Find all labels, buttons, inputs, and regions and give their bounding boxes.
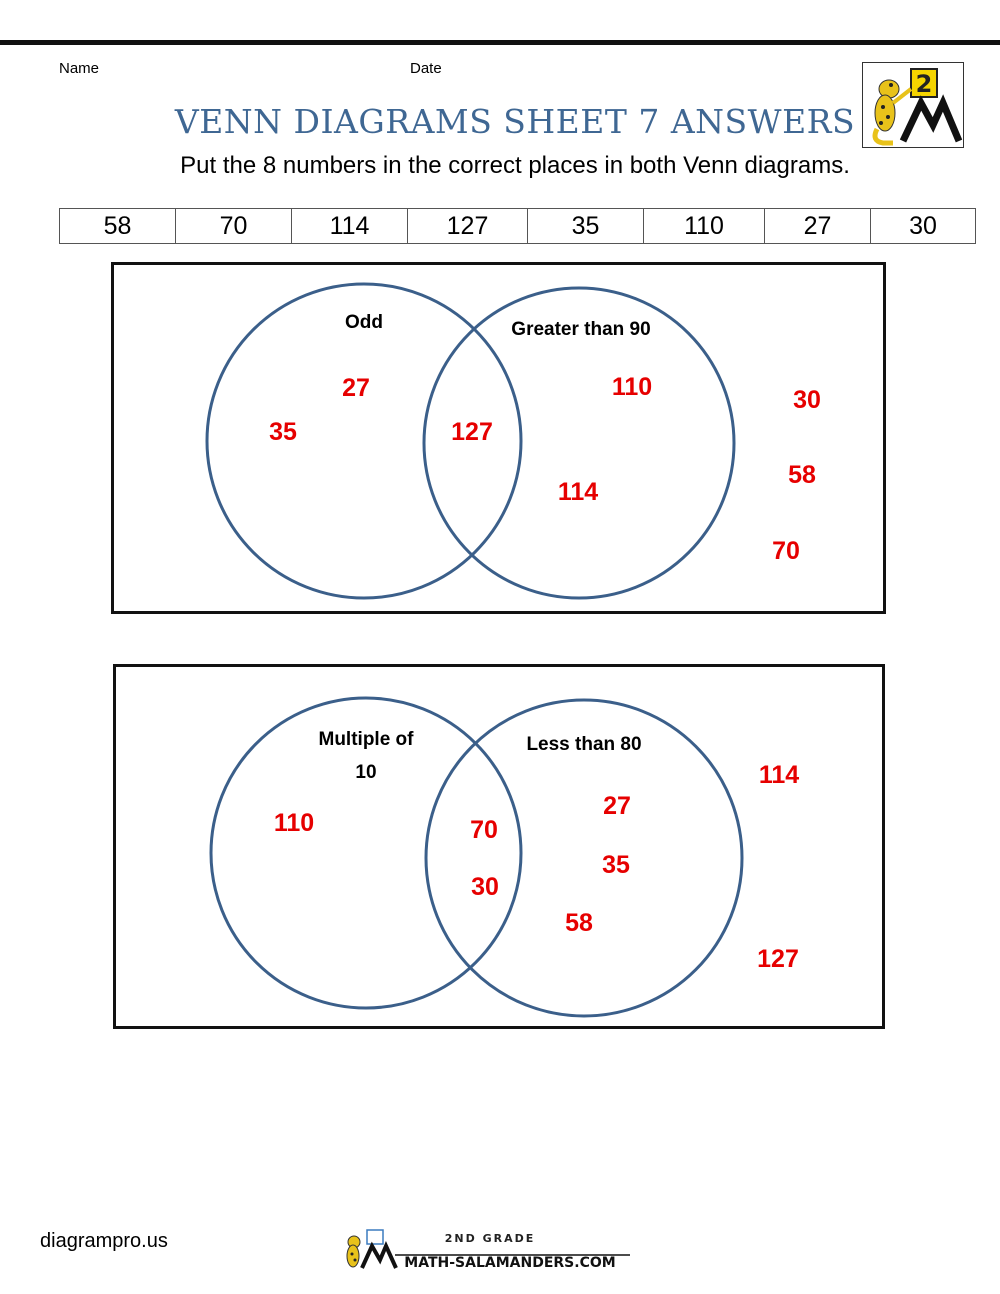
answer-number: 70: [470, 816, 498, 844]
answer-number: 58: [565, 909, 593, 937]
answer-number: 110: [611, 373, 653, 401]
number-cell: 35: [528, 209, 644, 244]
answer-number: 35: [602, 851, 630, 879]
answer-number: 110: [273, 809, 315, 837]
label-greater-than-90: Greater than 90: [511, 319, 651, 340]
number-cell: 58: [60, 209, 176, 244]
number-cell: 127: [408, 209, 528, 244]
answer-number: 114: [758, 761, 800, 789]
answer-number: 58: [788, 461, 816, 489]
label-odd: Odd: [345, 312, 383, 333]
venn-diagram-2: [113, 664, 885, 1029]
answer-number: 35: [269, 418, 297, 446]
date-label: Date: [410, 60, 442, 77]
name-label: Name: [59, 60, 100, 77]
footer-logo-grade: 2ND GRADE: [444, 1232, 536, 1245]
answer-number: 127: [451, 418, 493, 446]
instructions: Put the 8 numbers in the correct places in both Venn diagrams.: [180, 152, 850, 179]
footer-logo-site: MATH-SALAMANDERS.COM: [404, 1255, 616, 1271]
label-multiple-of-line2: 10: [355, 762, 377, 783]
venn-diagram-1: [111, 262, 886, 614]
logo-grade-text: 2: [915, 70, 933, 98]
answer-number: 27: [603, 792, 631, 820]
label-multiple-of: Multiple of: [318, 729, 414, 750]
number-cell: 114: [292, 209, 408, 244]
number-cell: 27: [765, 209, 871, 244]
page-title: VENN DIAGRAMS SHEET 7 ANSWERS: [174, 102, 856, 141]
numbers-table: [59, 208, 976, 244]
answer-number: 127: [757, 945, 799, 973]
math-salamanders-footer-logo: [340, 1228, 640, 1272]
top-rule: [0, 40, 1000, 45]
answer-number: 27: [342, 374, 370, 402]
answer-number: 70: [772, 537, 800, 565]
label-less-than-80: Less than 80: [526, 734, 642, 755]
answer-number: 30: [793, 386, 821, 414]
answer-number: 114: [557, 478, 599, 506]
number-cell: 110: [644, 209, 765, 244]
footer-site-text: diagrampro.us: [40, 1230, 168, 1252]
number-cell: 30: [871, 209, 976, 244]
answer-number: 30: [471, 873, 499, 901]
number-cell: 70: [176, 209, 292, 244]
